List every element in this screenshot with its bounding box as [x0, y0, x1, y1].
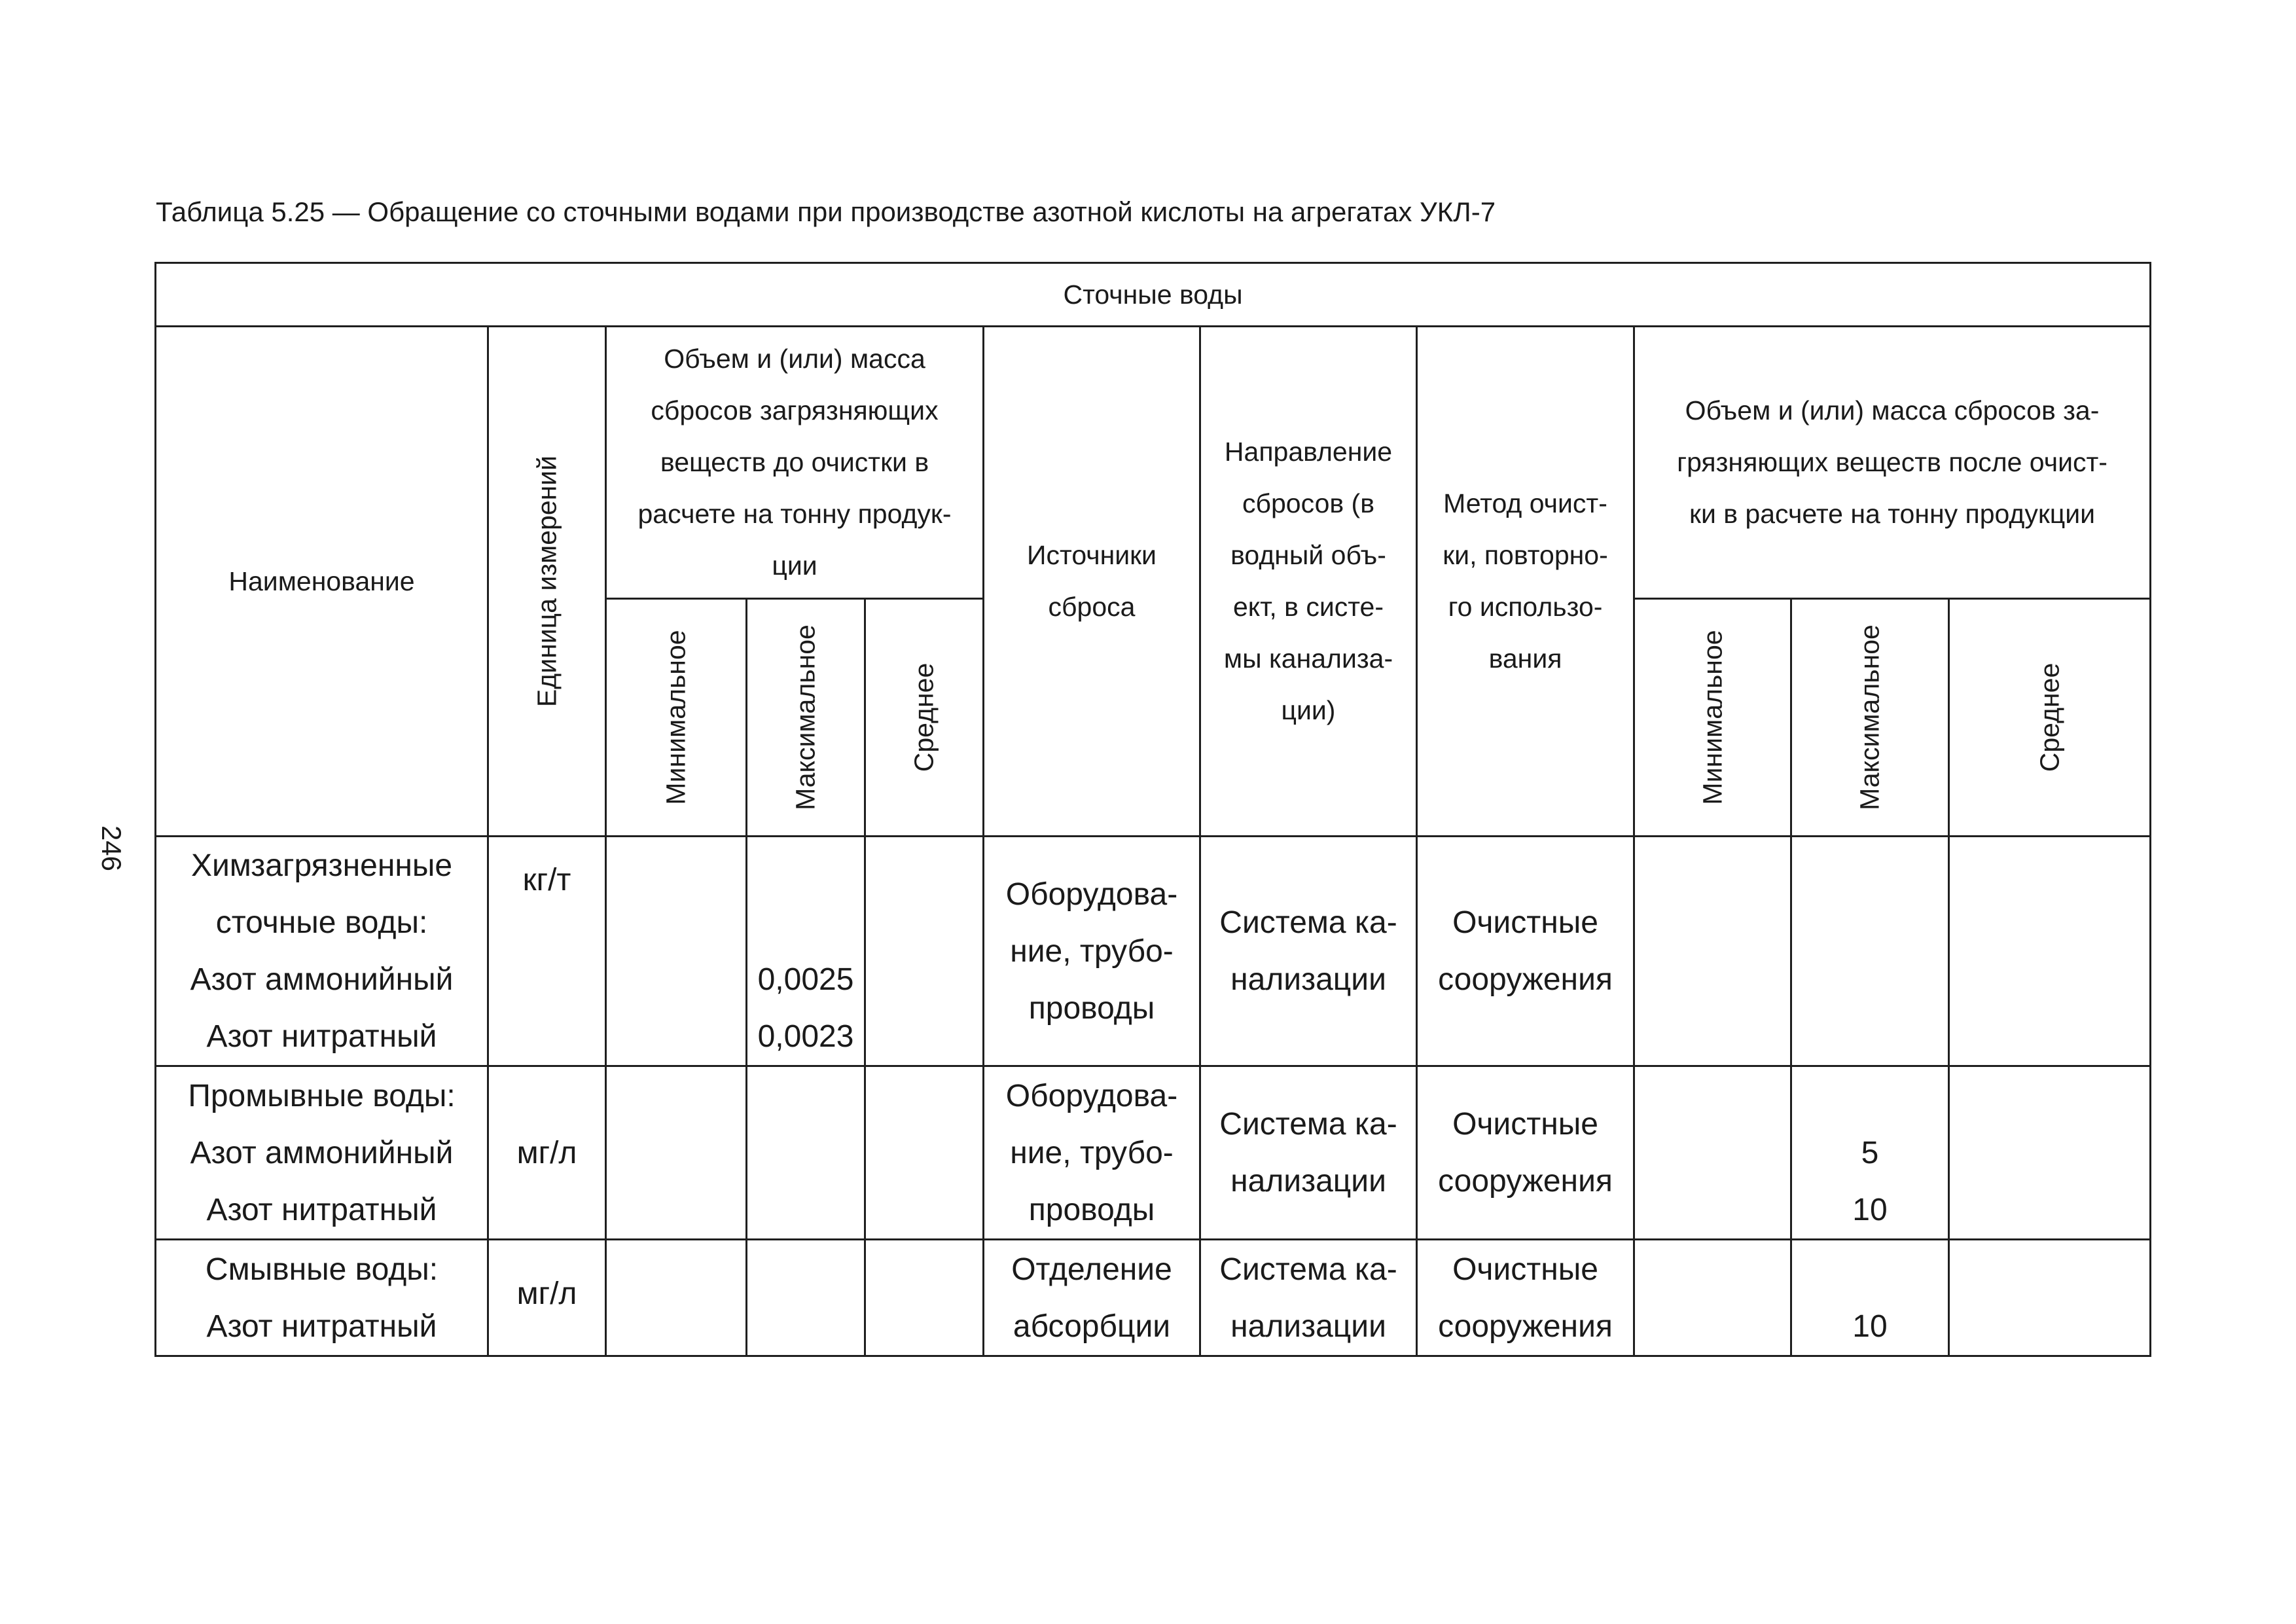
row-name: Промывные воды: Азот аммонийный Азот нитратный — [156, 1066, 488, 1240]
header-unit-label: Единица измерений — [531, 455, 562, 708]
row-name: Смывные воды: Азот нитратный — [156, 1240, 488, 1356]
row-direction: Система ка- нализации — [1200, 1240, 1417, 1356]
subheader-before-min: Минимальное — [606, 599, 747, 837]
row-after-min — [1634, 837, 1791, 1066]
header-before-group: Объем и (или) масса сбросов загрязняющих веществ до очистки в расчете на тонну продук- ции — [606, 327, 984, 599]
row-before-min — [606, 837, 747, 1066]
row-after-avg — [1949, 837, 2151, 1066]
row-method: Очистные сооружения — [1417, 1066, 1634, 1240]
row-unit: мг/л — [488, 1066, 606, 1240]
subheader-after-avg: Среднее — [1949, 599, 2151, 837]
header-after-group: Объем и (или) масса сбросов за- грязняющих веществ после очист- ки в расчете на тонну продукции — [1634, 327, 2151, 599]
row-name: Химзагрязненные сточные воды: Азот аммонийный Азот нитратный — [156, 837, 488, 1066]
table-row — [156, 1240, 2151, 1356]
row-method: Очистные сооружения — [1417, 837, 1634, 1066]
super-header-cell — [156, 263, 2151, 327]
wastewater-table — [154, 262, 2151, 1357]
row-unit: кг/т — [488, 837, 606, 1066]
header-direction: Направление сбросов (в водный объ- ект, в систе- мы канализа- ции) — [1200, 327, 1417, 837]
row-after-avg — [1949, 1240, 2151, 1356]
row-after-max: 10 — [1791, 1240, 1949, 1356]
row-before-max — [747, 1066, 865, 1240]
header-name: Наименование — [156, 327, 488, 837]
row-before-avg — [865, 1240, 984, 1356]
header-source: Источники сброса — [984, 327, 1200, 837]
row-source: Оборудова- ние, трубо- проводы — [984, 837, 1200, 1066]
row-after-min — [1634, 1240, 1791, 1356]
row-after-max — [1791, 837, 1949, 1066]
header-method: Метод очист- ки, повторно- го использо- вания — [1417, 327, 1634, 837]
row-before-min — [606, 1240, 747, 1356]
row-before-avg — [865, 837, 984, 1066]
row-direction: Система ка- нализации — [1200, 1066, 1417, 1240]
subheader-before-max: Максимальное — [747, 599, 865, 837]
header-row — [156, 327, 2151, 599]
row-after-min — [1634, 1066, 1791, 1240]
row-method: Очистные сооружения — [1417, 1240, 1634, 1356]
super-header-row — [156, 263, 2151, 327]
row-unit: мг/л — [488, 1240, 606, 1356]
row-source: Оборудова- ние, трубо- проводы — [984, 1066, 1200, 1240]
row-before-max: 0,0025 0,0023 — [747, 837, 865, 1066]
row-after-max: 5 10 — [1791, 1066, 1949, 1240]
row-source: Отделение абсорбции — [984, 1240, 1200, 1356]
header-unit — [488, 327, 606, 837]
table-row — [156, 837, 2151, 1066]
row-before-avg — [865, 1066, 984, 1240]
row-after-avg — [1949, 1066, 2151, 1240]
row-before-min — [606, 1066, 747, 1240]
subheader-after-min: Минимальное — [1634, 599, 1791, 837]
row-before-max — [747, 1240, 865, 1356]
subheader-after-max: Максимальное — [1791, 599, 1949, 837]
table-row — [156, 1066, 2151, 1240]
super-header-label: Сточные воды — [1063, 279, 1243, 310]
row-direction: Система ка- нализации — [1200, 837, 1417, 1066]
page-number: 246 — [96, 825, 127, 872]
table-caption: Таблица 5.25 — Обращение со сточными водами при производстве азотной кислоты на агрегатах УКЛ-7 — [156, 196, 1496, 227]
subheader-before-avg: Среднее — [865, 599, 984, 837]
